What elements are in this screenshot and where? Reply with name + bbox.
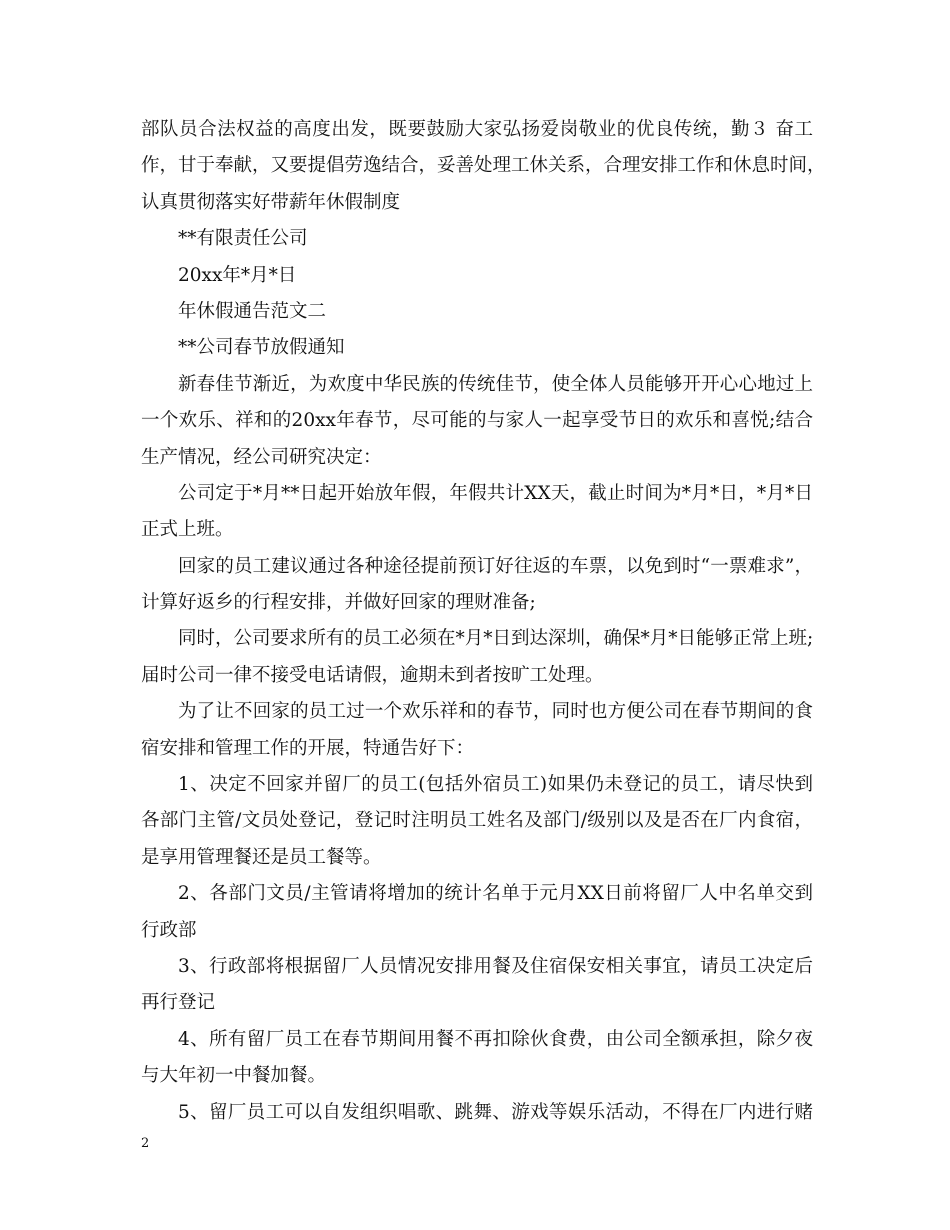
list-item-line: 3、行政部将根据留厂人员情况安排用餐及住宿保安相关事宜，请员工决定后	[178, 955, 813, 977]
text-line: 正式上班。	[141, 519, 234, 541]
text-line: 一个欢乐、祥和的20xx年春节，尽可能的与家人一起享受节日的欢乐和喜悦;结合	[141, 410, 813, 432]
text-line: 计算好返乡的行程安排，并做好回家的理财准备;	[141, 592, 536, 614]
list-item-line: 行政部	[141, 919, 197, 941]
text-line: 届时公司一律不接受电话请假，逾期未到者按旷工处理。	[141, 664, 604, 686]
text-line: 同时，公司要求所有的员工必须在*月*日到达深圳，确保*月*日能够正常上班;	[178, 628, 814, 650]
text-line: 认真贯彻落实好带薪年休假制度	[141, 191, 401, 213]
section-heading: 年休假通告范文二	[178, 300, 327, 322]
list-item-line: 5、留厂员工可以自发组织唱歌、跳舞、游戏等娱乐活动，不得在厂内进行赌	[178, 1101, 813, 1123]
list-item-line: 1、决定不回家并留厂的员工(包括外宿员工)如果仍未登记的员工，请尽快到	[178, 774, 813, 796]
text-line: 回家的员工建议通过各种途径提前预订好往返的车票，以免到时“一票难求”，	[178, 555, 813, 577]
list-item-line: 是享用管理餐还是员工餐等。	[141, 846, 382, 868]
text-line: 为了让不回家的员工过一个欢乐祥和的春节，同时也方便公司在春节期间的食	[178, 701, 813, 723]
text-line: 作，甘于奉献，又要提倡劳逸结合，妥善处理工休关系，合理安排工作和休息时间，	[141, 155, 826, 177]
document-body	[141, 112, 826, 1131]
text-line: 公司定于*月**日起开始放年假，年假共计XX天，截止时间为*月*日，*月*日	[178, 482, 813, 504]
list-item-line: 各部门主管/文员处登记，登记时注明员工姓名及部门/级别以及是否在厂内食宿，	[141, 810, 813, 832]
notice-date: 20xx年*月*日	[178, 264, 297, 286]
list-item-line: 再行登记	[141, 992, 216, 1014]
text-line: 生产情况，经公司研究决定：	[141, 446, 382, 468]
text-line: 宿安排和管理工作的开展，特通告好下：	[141, 737, 475, 759]
notice-title: **公司春节放假通知	[178, 337, 345, 359]
list-item-line: 2、各部门文员/主管请将增加的统计名单于元月XX日前将留厂人中名单交到	[178, 883, 813, 905]
text-line: 新春佳节渐近，为欢度中华民族的传统佳节，使全体人员能够开开心心地过上	[178, 373, 813, 395]
text-line: 部队员合法权益的高度出发，既要鼓励大家弘扬爱岗敬业的优良传统，勤３ 奋工	[141, 119, 813, 140]
list-item-line: 与大年初一中餐加餐。	[141, 1065, 327, 1087]
page-number: 2	[141, 1136, 150, 1151]
company-name: **有限责任公司	[178, 228, 308, 250]
list-item-line: 4、所有留厂员工在春节期间用餐不再扣除伙食费，由公司全额承担，除夕夜	[178, 1028, 813, 1050]
